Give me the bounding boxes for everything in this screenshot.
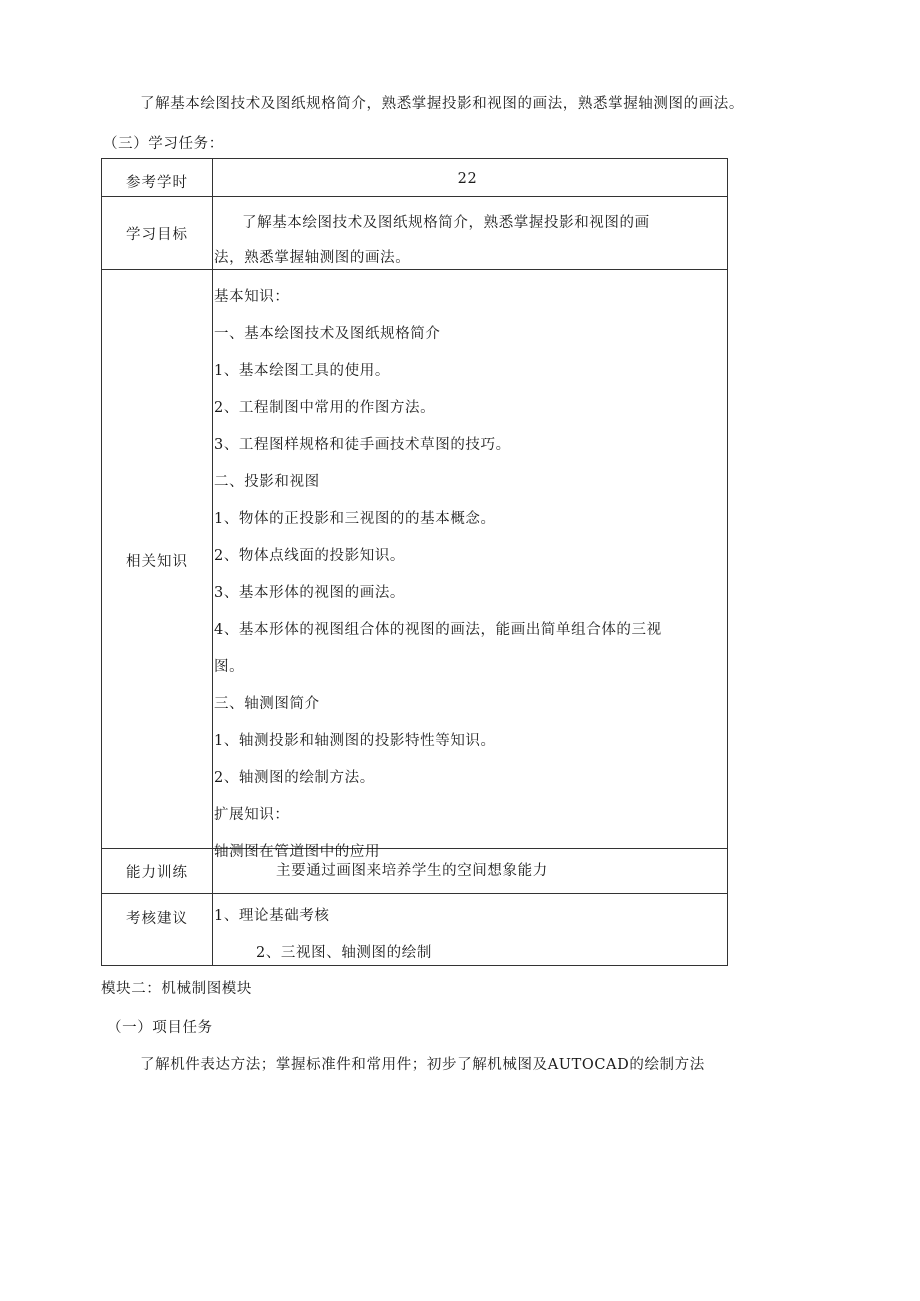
knowledge-line: 三、轴测图简介 [214, 696, 320, 712]
table-row-divider [102, 269, 727, 270]
knowledge-label: 相关知识 [126, 554, 188, 570]
assessment-line-1: 1、理论基础考核 [214, 908, 330, 924]
training-label: 能力训练 [126, 865, 188, 881]
knowledge-line: 3、工程图样规格和徒手画技术草图的技巧。 [214, 437, 511, 453]
assessment-label: 考核建议 [126, 911, 188, 927]
knowledge-line: 4、基本形体的视图组合体的视图的画法，能画出简单组合体的三视 [214, 622, 662, 638]
knowledge-line: 一、基本绘图技术及图纸规格简介 [214, 326, 441, 342]
knowledge-line: 1、物体的正投影和三视图的的基本概念。 [214, 511, 496, 527]
table-row-divider [102, 893, 727, 894]
goal-line-1: 了解基本绘图技术及图纸规格简介，熟悉掌握投影和视图的画 [242, 215, 650, 231]
knowledge-line: 2、工程制图中常用的作图方法。 [214, 400, 436, 416]
table-row-divider [102, 848, 727, 849]
knowledge-line: 图。 [214, 659, 245, 675]
goal-line-2: 法，熟悉掌握轴测图的画法。 [214, 250, 411, 266]
hours-value: 22 [457, 171, 478, 187]
knowledge-line: 3、基本形体的视图的画法。 [214, 585, 406, 601]
knowledge-line: 基本知识： [214, 289, 290, 305]
knowledge-line: 2、轴测图的绘制方法。 [214, 770, 375, 786]
training-value: 主要通过画图来培养学生的空间想象能力 [276, 863, 548, 879]
assessment-line-2: 2、三视图、轴测图的绘制 [256, 945, 432, 961]
section-1-heading: （一）项目任务 [107, 1020, 213, 1036]
table-row-divider [102, 196, 727, 197]
goal-label: 学习目标 [126, 227, 188, 243]
knowledge-line: 二、投影和视图 [214, 474, 320, 490]
knowledge-content [214, 271, 727, 860]
hours-label: 参考学时 [126, 175, 188, 191]
study-task-table [101, 158, 728, 966]
knowledge-line: 扩展知识： [214, 807, 290, 823]
project-task-text: 了解机件表达方法；掌握标准件和常用件；初步了解机械图及AUTOCAD的绘制方法 [140, 1057, 705, 1073]
table-column-divider [212, 159, 213, 965]
knowledge-line: 1、轴测投影和轴测图的投影特性等知识。 [214, 733, 496, 749]
intro-paragraph: 了解基本绘图技术及图纸规格简介，熟悉掌握投影和视图的画法，熟悉掌握轴测图的画法。 [140, 96, 744, 112]
section-3-heading: （三）学习任务： [103, 136, 224, 152]
knowledge-line: 1、基本绘图工具的使用。 [214, 363, 390, 379]
knowledge-line: 2、物体点线面的投影知识。 [214, 548, 406, 564]
knowledge-line: 轴测图在管道图中的应用 [214, 844, 381, 860]
module-2-heading: 模块二：机械制图模块 [101, 981, 252, 997]
